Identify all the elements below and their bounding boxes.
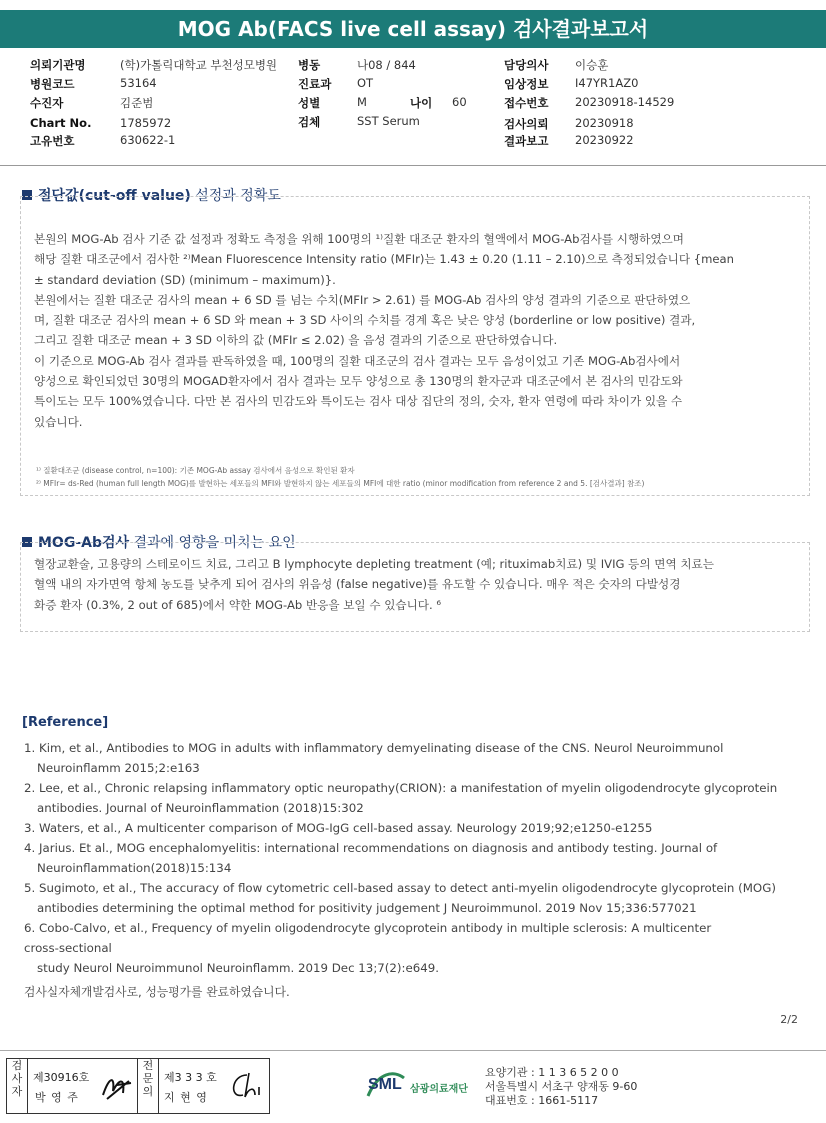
dept-value: OT [357, 76, 374, 90]
id-value: 630622-1 [120, 133, 176, 147]
reference-line: 6. Cobo-Calvo, et al., Frequency of myelin oligodendrocyte glycoprotein antibody in multiple sclerosis: A multicenter [24, 921, 712, 935]
logo-text: SML [368, 1076, 402, 1093]
reference-heading: [Reference] [22, 715, 109, 730]
reference-line: 1. Kim, et al., Antibodies to MOG in adults with inflammatory demyelinating disease of the CNS. Neurol Neuroimmunol [24, 741, 724, 755]
clinical-value: I47YR1AZ0 [575, 76, 639, 90]
page-number: 2/2 [780, 1013, 798, 1026]
request-label: 검사의뢰 [504, 117, 549, 131]
specimen-label: 검체 [298, 115, 321, 129]
code-label: 병원코드 [30, 77, 75, 91]
examiner-name: 박 영 주 [35, 1091, 79, 1104]
request-value: 20230918 [575, 116, 634, 130]
ward-label: 병동 [298, 58, 321, 72]
signature-box [6, 1058, 270, 1114]
report-title: MOG Ab(FACS live cell assay) 검사결과보고서 [0, 10, 826, 48]
reference-line: Neuroinflammation(2018)15:134 [37, 861, 232, 875]
hospital-label: 의뢰기관명 [30, 58, 86, 72]
examiner-vertical-label: 검사자 [7, 1059, 28, 1113]
reference-line: 5. Sugimoto, et al., The accuracy of flow cytometric cell-based assay to detect anti-myelin oligodendrocyte glycoprotein (MOG) [24, 881, 776, 895]
reference-line: 2. Lee, et al., Chronic relapsing inflammatory optic neuropathy(CRION): a manifestation of myelin oligodendrocyte glycoprotein [24, 781, 778, 795]
age-label: 나이 [410, 96, 433, 110]
id-label: 고유번호 [30, 134, 75, 148]
section1-body: 본원의 MOG-Ab 검사 기준 값 설정과 정확도 측정을 위해 100명의 ¹⁾질환 대조군 환자의 혈액에서 MOG-Ab검사를 시행하였으며 해당 질환 대조군에서 검사한 ²⁾Mean Fluorescence Intensity ratio (MFIr)는 1.43 ± 0.20 (1.11 – 2.10)으로 측정되었습니다 {mean ± standard deviation (SD) (minimum – maximum)}. 본원에서는 질환 대조군 검사의 mean + 6 SD 를 넘는 수치(MFIr > 2.61) 를 MOG-Ab 검사의 양성 결과의 기준으로 판단하였으 며, 질환 대조군 검사의 mean + 6 SD 와 mean + 3 SD 사이의 수치를 경계 혹은 낮은 양성 (borderline or low positive) 결과, 그리고 질환 대조군 mean + 3 SD 이하의 값 (MFIr ≤ 2.02) 을 음성 결과의 기준으로 판단하였습니다. 이 기준으로 MOG-Ab 검사 결과를 판독하였을 때, 100명의 질환 대조군의 검사 결과는 모두 음성이었고 기존 MOG-Ab검사에서 양성으로 확인되었던 30명의 MOGAD환자에서 검사 결과는 모두 양성으로 총 130명의 환자군과 대조군에서 본 검사의 민감도와 특이도는 모두 100%였습니다. 다만 본 검사의 민감도와 특이도는 검사 대상 집단의 정의, 숫자, 환자 연령에 따라 차이가 있을 수 있습니다. [34, 232, 734, 429]
doctor-value: 이승훈 [575, 58, 609, 72]
footnote-1: ¹⁾ 질환대조군 (disease control, n=100): 기존 MOG-Ab assay 검사에서 음성으로 확인된 환자 [36, 466, 355, 475]
footer-divider [0, 1050, 826, 1051]
lab-phone: 대표번호 : 1661-5117 [485, 1094, 599, 1107]
code-value: 53164 [120, 76, 157, 90]
reference-line: 4. Jarius. Et al., MOG encephalomyelitis: international recommendations on diagnosis and antibody testing. Journal of [24, 841, 718, 855]
lab-address: 서울특별시 서초구 양재동 9-60 [485, 1080, 638, 1093]
reference-line: cross-sectional [24, 941, 112, 955]
chart-value: 1785972 [120, 116, 172, 130]
hospital-value: (학)가톨릭대학교 부천성모병원 [120, 58, 278, 72]
lab-code: 요양기관 : 1 1 3 6 5 2 0 0 [485, 1066, 619, 1079]
sex-value: M [357, 95, 367, 109]
ward-value: 나08 / 844 [357, 58, 416, 72]
reference-line: study Neurol Neuroimmunol Neuroinflamm. 2019 Dec 13;7(2):e649. [37, 961, 440, 975]
sml-logo [366, 1068, 482, 1102]
receipt-label: 접수번호 [504, 96, 549, 110]
clinical-label: 임상정보 [504, 77, 549, 91]
dept-label: 진료과 [298, 77, 332, 91]
examinee-value: 김준범 [120, 96, 154, 110]
doctor-label: 담당의사 [504, 58, 549, 72]
age-value: 60 [452, 95, 467, 109]
patient-info [0, 55, 826, 155]
validation-note: 검사실자체개발검사로, 성능평가를 완료하였습니다. [24, 985, 290, 999]
chart-label: Chart No. [30, 116, 92, 130]
specialist-signature-icon [225, 1069, 265, 1103]
footnote-2: ²⁾ MFIr= ds-Red (human full length MOG)를 발현하는 세포들의 MFI와 발현하지 않는 세포들의 MFI에 대한 ratio (minor modification from reference 2 and 5. [검사결과] 참조) [36, 479, 645, 488]
examiner-signature-icon [99, 1069, 135, 1103]
section2-heading: MOG-Ab검사 결과에 영향을 미치는 요인 [22, 532, 296, 552]
header-divider [0, 165, 826, 166]
lab-info [485, 1066, 637, 1108]
reference-line: Neuroinflamm 2015;2:e163 [37, 761, 200, 775]
specialist-license: 제3 3 3 호 [164, 1071, 217, 1084]
reference-line: antibodies determining the optimal method for positivity judgement J Neuroimmunol. 2019 Nov 15;336:577021 [37, 901, 697, 915]
reference-line: antibodies. Journal of Neuroinflammation (2018)15:302 [37, 801, 364, 815]
section1-heading: 절단값(cut-off value) 설정과 정확도 [22, 185, 281, 205]
reference-list [24, 738, 777, 1002]
specialist-name: 지 현 영 [164, 1091, 208, 1104]
specialist-vertical-label: 전문의 [138, 1059, 159, 1113]
sex-label: 성별 [298, 96, 321, 110]
receipt-value: 20230918-14529 [575, 95, 675, 109]
examiner-license: 제30916호 [33, 1071, 90, 1084]
org-name: 삼광의료재단 [410, 1084, 468, 1095]
specimen-value: SST Serum [357, 114, 420, 128]
section2-body: 혈장교환술, 고용량의 스테로이드 치료, 그리고 B lymphocyte depleting treatment (예; rituximab치료) 및 IVIG 등의 면역 치료는 혈액 내의 자가면역 항체 농도를 낮추게 되어 검사의 위음성 (false negative)를 유도할 수 있습니다. 매우 적은 숫자의 다발성경 화증 환자 (0.3%, 2 out of 685)에서 약한 MOG-Ab 반응을 보일 수 있습니다. ⁶ [34, 557, 714, 612]
reference-line: 3. Waters, et al., A multicenter comparison of MOG-IgG cell-based assay. Neurology 2019;92;e1250-e1255 [24, 821, 653, 835]
report-date-label: 결과보고 [504, 134, 549, 148]
report-date-value: 20230922 [575, 133, 634, 147]
examinee-label: 수진자 [30, 96, 64, 110]
